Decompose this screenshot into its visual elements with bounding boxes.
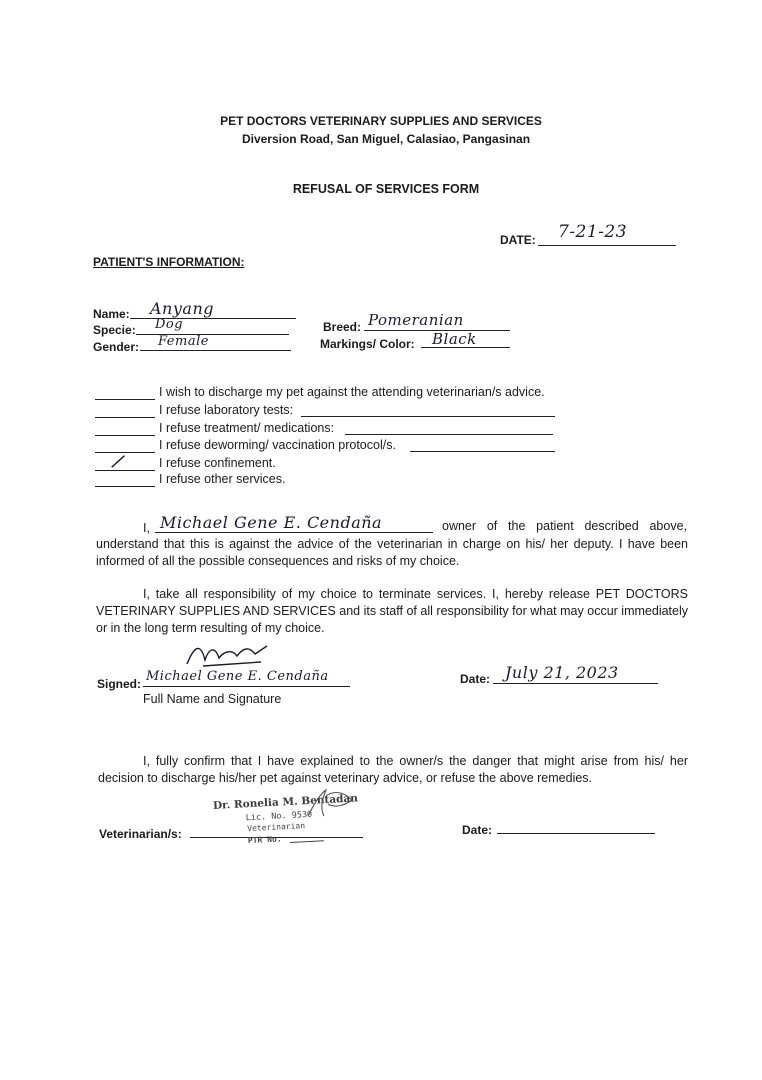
option-blank[interactable] [95, 417, 155, 418]
option-check-mark: / [109, 448, 128, 474]
stamp-license: Lic. No. 9530 [245, 809, 313, 824]
stamp-ptr-line [290, 840, 324, 843]
option-row [95, 420, 565, 436]
statement-prefix: I, [143, 521, 150, 535]
option-text: I refuse other services. [159, 472, 286, 486]
gender-line [140, 350, 291, 351]
veterinarian-label: Veterinarian/s: [99, 827, 182, 841]
date-value: 7-21-23 [558, 222, 628, 242]
option-row [95, 384, 565, 400]
owner-signature-scribble [183, 640, 273, 672]
date-line [538, 245, 676, 246]
name-value: Anyang [150, 299, 214, 318]
option-text: I refuse deworming/ vaccination protocol/s. [159, 438, 396, 452]
date-label: DATE: [500, 233, 536, 247]
signed-date-label: Date: [460, 672, 491, 686]
signed-caption: Full Name and Signature [143, 692, 282, 706]
signed-line [143, 686, 350, 687]
company-address: Diversion Road, San Miguel, Calasiao, Pangasinan [241, 132, 531, 146]
responsibility-paragraph: I, take all responsibility of my choice to terminate services. I, hereby release PET DOCTORS VETERINARY SUPPLIES AND SERVICES and its staff of all responsibility for what may occur immediately or in the long term resulting of my choice. [96, 587, 688, 635]
option-text: I refuse confinement. [159, 456, 276, 470]
confirmation-paragraph: I, fully confirm that I have explained to the owner/s the danger that might arise from his/ her decision to discharge his/her pet against veterinary advice, or refuse the above remedies. [98, 754, 688, 785]
company-name: PET DOCTORS VETERINARY SUPPLIES AND SERVICES [220, 114, 542, 128]
option-text: I refuse treatment/ medications: [159, 421, 335, 435]
statement-suffix: owner of the patient described above, [442, 519, 687, 533]
option-blank[interactable] [95, 486, 155, 487]
option-detail-line[interactable] [345, 434, 553, 435]
signed-label: Signed: [97, 677, 141, 691]
gender-value: Female [158, 334, 209, 349]
option-row [95, 448, 565, 474]
stamp-role: Veterinarian [247, 821, 306, 834]
markings-value: Black [432, 330, 477, 348]
stamp-ptr: PTR No. [247, 834, 282, 846]
option-row [95, 471, 565, 487]
veterinarian-date-label: Date: [462, 823, 493, 837]
option-blank[interactable] [95, 435, 155, 436]
breed-label: Breed: [323, 320, 362, 334]
option-detail-line[interactable] [410, 451, 555, 452]
option-row [95, 402, 565, 418]
signed-date-value: July 21, 2023 [505, 663, 619, 682]
owner-name-line [155, 532, 433, 533]
statement-body: understand that this is against the advice of the veterinarian in charge on his/ her deputy. I have been informed of all the possible consequences and risks of my choice. [96, 537, 688, 568]
gender-label: Gender: [93, 340, 140, 354]
veterinarian-date-line[interactable] [497, 833, 655, 834]
form-title: REFUSAL OF SERVICES FORM [292, 182, 480, 196]
option-blank[interactable] [95, 399, 155, 400]
breed-value: Pomeranian [368, 311, 464, 329]
option-text: I refuse laboratory tests: [159, 403, 294, 417]
specie-value: Dog [155, 317, 184, 332]
markings-label: Markings/ Color: [320, 337, 415, 351]
option-row [95, 437, 565, 453]
specie-label: Specie: [93, 323, 136, 337]
stamp-name: Dr. Ronelia M. Bentadan [212, 792, 359, 812]
patient-section-title: PATIENT'S INFORMATION: [93, 255, 245, 269]
option-detail-line[interactable] [301, 416, 555, 417]
veterinarian-signature-scribble [300, 786, 360, 822]
signed-value: Michael Gene E. Cendaña [146, 669, 329, 684]
name-label: Name: [93, 307, 130, 321]
signed-date-line [493, 683, 658, 684]
owner-name-value: Michael Gene E. Cendaña [160, 513, 383, 532]
option-text: I wish to discharge my pet against the attending veterinarian/s advice. [159, 385, 545, 399]
